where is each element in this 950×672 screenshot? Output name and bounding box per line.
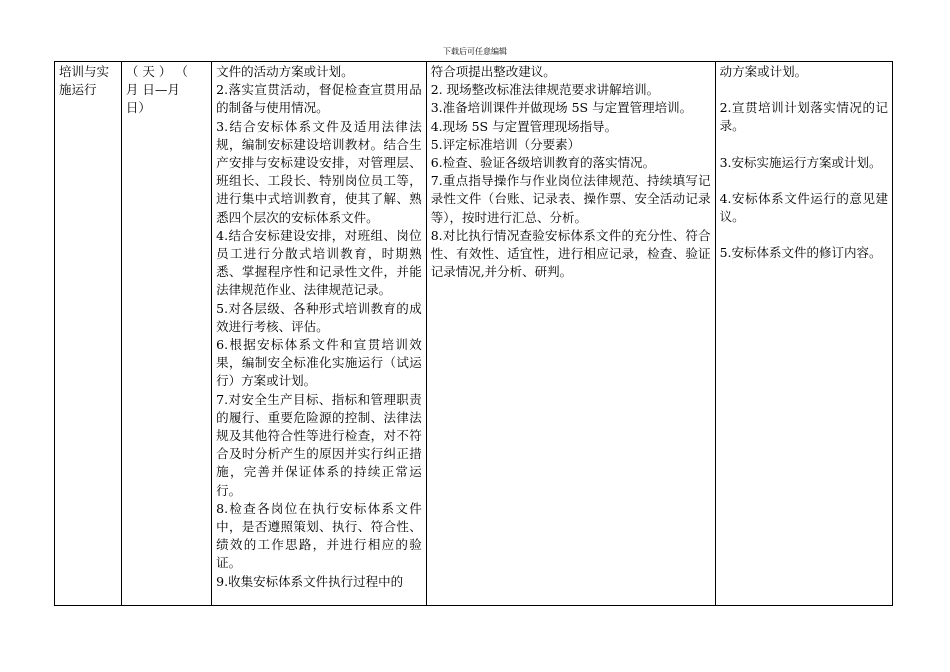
period-line: 月 日—月 bbox=[125, 82, 180, 98]
consulting-item: 符合项提出整改建议。 bbox=[430, 64, 556, 79]
consulting-item: 3.准备培训课件并做现场 5S 与定置管理培训。 bbox=[430, 100, 693, 116]
table-row bbox=[55, 62, 893, 606]
spacer bbox=[720, 226, 888, 244]
deliverables-cell bbox=[715, 62, 892, 606]
task-item: 2.落实宣贯活动，督促检查宣贯用品的制备与使用情况。 bbox=[216, 82, 422, 116]
task-item: 6.根据安标体系文件和宣贯培训效果，编制安全标准化实施运行（试运行）方案或计划。 bbox=[216, 337, 422, 389]
deliverable-item: 4.安标体系文件运行的意见建议。 bbox=[719, 190, 888, 225]
plan-table bbox=[54, 61, 893, 606]
deliverable-item: 2.宣贯培训计划落实情况的记录。 bbox=[719, 100, 888, 134]
period-cell bbox=[121, 62, 211, 606]
consulting-item: 8.对比执行情况查验安标体系文件的充分性、符合性、有效性、适宜性，进行相应记录，检查、验证记录情况,并分析、研判。 bbox=[430, 227, 711, 280]
spacer bbox=[720, 172, 888, 190]
consulting-cell bbox=[426, 62, 715, 606]
consulting-item: 7.重点指导操作与作业岗位法律规范、持续填写记录性文件（台账、记录表、操作票、安全活动记录等），按时进行汇总、分析。 bbox=[430, 173, 711, 225]
deliverable-item: 3.安标实施运行方案或计划。 bbox=[719, 154, 882, 170]
task-item: 文件的活动方案或计划。 bbox=[216, 64, 354, 79]
task-item: 4.结合安标建设安排，对班组、岗位员工进行分散式培训教育，时期熟悉、掌握程序性和记录性文件，并能法律规范作业、法律规范记录。 bbox=[216, 227, 422, 298]
spacer bbox=[720, 136, 888, 154]
tasks-cell bbox=[212, 62, 427, 606]
task-item: 8.检查各岗位在执行安标体系文件中，是否遵照策划、执行、符合性、绩效的工作思路，并进行相应的验证。 bbox=[216, 500, 422, 571]
task-item: 9.收集安标体系文件执行过程中的 bbox=[216, 573, 404, 589]
task-item: 5.对各层级、各种形式培训教育的成效进行考核、评估。 bbox=[216, 300, 422, 334]
period-line: （ 天 ） （ bbox=[125, 64, 188, 79]
task-item: 3.结合安标体系文件及适用法律法规，编制安标建设培训教材。结合生产安排与安标建设安排，对管理层、班组长、工段长、特别岗位员工等，进行集中式培训教育，使其了解、熟悉四个层次的安标体系文件。 bbox=[216, 118, 422, 225]
spacer bbox=[720, 81, 888, 99]
consulting-item: 2. 现场整改标准法律规范要求讲解培训。 bbox=[430, 82, 660, 98]
period-line: 日） bbox=[125, 100, 151, 116]
consulting-item: 4.现场 5S 与定置管理现场指导。 bbox=[430, 118, 618, 134]
header-note: 下载后可任意编辑 bbox=[443, 47, 507, 56]
consulting-item: 6.检查、验证各级培训教育的落实情况。 bbox=[430, 155, 656, 171]
stage-cell bbox=[55, 62, 122, 606]
task-item: 7.对安全生产目标、指标和管理职责的履行、重要危险源的控制、法律法规及其他符合性等进行检查，对不符合及时分析产生的原因并实行纠正措施，完善并保证体系的持续正常运行。 bbox=[216, 391, 422, 498]
consulting-item: 5.评定标准培训（分要素） bbox=[430, 136, 581, 152]
deliverable-item: 动方案或计划。 bbox=[719, 64, 808, 79]
stage-label: 培训与实施运行 bbox=[59, 64, 110, 98]
deliverable-item: 5.安标体系文件的修订内容。 bbox=[719, 245, 882, 261]
